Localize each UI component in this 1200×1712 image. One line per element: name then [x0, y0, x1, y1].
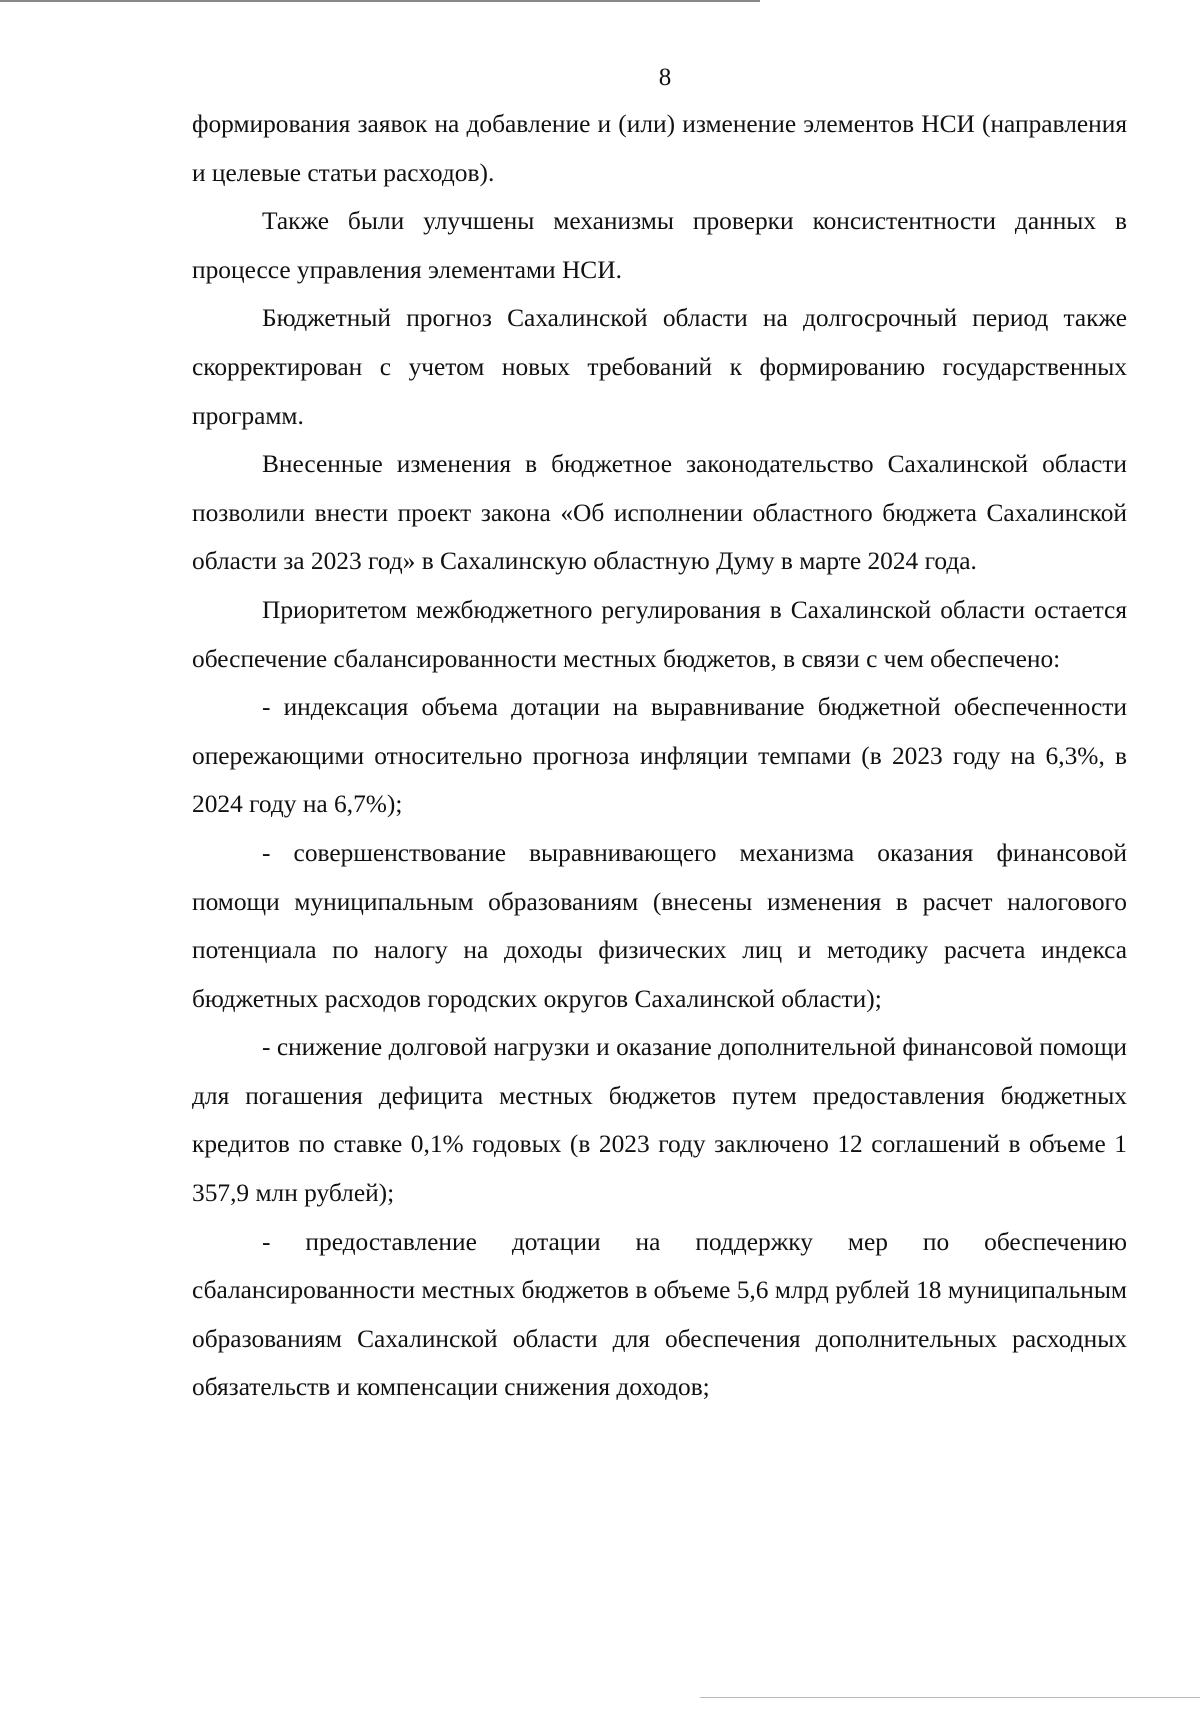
paragraph-interbudget-priority: Приоритетом межбюджетного регулирования в Сахалинской области остается обеспечение сбалансированности местных бюджетов, в связи с чем обеспечено:	[192, 595, 1127, 673]
paragraph-continuation: формирования заявок на добавление и (или) изменение элементов НСИ (направления и целевые статьи расходов).	[192, 110, 1127, 187]
list-item-equalization-mechanism: - совершенствование выравнивающего механизма оказания финансовой помощи муниципальным образованиям (внесены изменения в расчет налогового потенциала по налогу на доходы физических лиц и методику расчета индекса бюджетных расходов городских округов Сахалинской области);	[192, 838, 1127, 1013]
scan-edge-bottom	[700, 1697, 1200, 1698]
scan-edge-top	[0, 0, 760, 2]
list-item-indexation: - индексация объема дотации на выравнивание бюджетной обеспеченности опережающими относительно прогноза инфляции темпами (в 2023 году на 6,3%, в 2024 году на 6,7%);	[192, 693, 1127, 819]
page-number: 8	[658, 64, 672, 91]
document-body	[192, 100, 1127, 1412]
list-item-balance-subsidy: - предоставление дотации на поддержку мер по обеспечению сбалансированности местных бюджетов в объеме 5,6 млрд рублей 18 муниципальным образованиям Сахалинской области для обеспечения дополнительных расходных обязательств и компенсации снижения доходов;	[192, 1227, 1127, 1402]
list-item-debt-reduction: - снижение долговой нагрузки и оказание дополнительной финансовой помощи для погашения дефицита местных бюджетов путем предоставления бюджетных кредитов по ставке 0,1% годовых (в 2023 году заключено 12 соглашений в объеме 1 357,9 млн рублей);	[192, 1033, 1127, 1208]
paragraph-legislation-changes: Внесенные изменения в бюджетное законодательство Сахалинской области позволили внести проект закона «Об исполнении областного бюджета Сахалинской области за 2023 год» в Сахалинскую областную Думу в марте 2024 года.	[192, 450, 1127, 576]
paragraph-nsi-checks: Также были улучшены механизмы проверки консистентности данных в процессе управления элементами НСИ.	[192, 207, 1127, 284]
paragraph-budget-forecast: Бюджетный прогноз Сахалинской области на долгосрочный период также скорректирован с учетом новых требований к формированию государственных программ.	[192, 304, 1127, 430]
